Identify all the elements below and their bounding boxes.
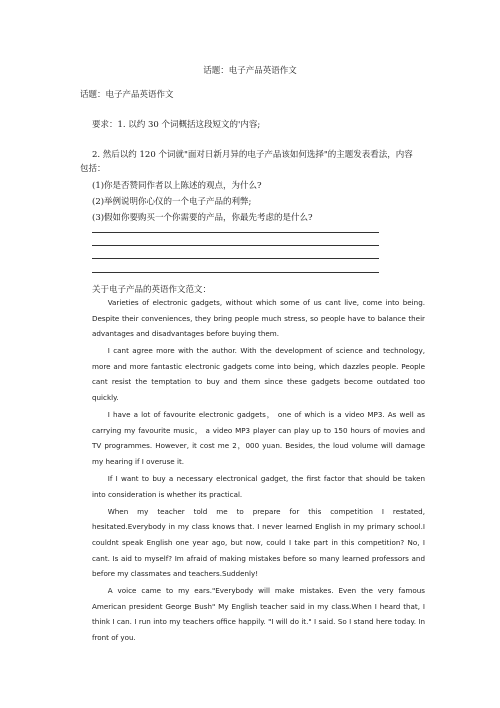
point-2: (2)举例说明你心仪的一个电子产品的利弊; xyxy=(92,197,252,207)
essay-paragraph: When my teacher told me to prepare for this competition I restated, hesitated.Everybody in my class knows that. I never learned English in my primary school.I couldnt speak English one year ago, but now, could I take part in this competition? No, I cant. Is aid to myself? Im afraid of making mistakes before so many learned professors and before my classmates and teachers.Suddenly! xyxy=(92,506,425,579)
essay-paragraph: I cant agree more with the author. With the development of science and technology, more and more fantastic electronic gadgets come into being, which dazzles people. People cant resist the temptation to buy and them since these gadgets become outdated too quickly. xyxy=(92,346,425,403)
requirement-1: 要求：1. 以约 30 个词概括这段短文的'内容; xyxy=(92,120,261,130)
essay-paragraph: Varieties of electronic gadgets, without which some of us cant live, come into being. Despite their conveniences, they bring people much stress, so people have to balance their advantages and disadvantages before buying them. xyxy=(92,298,425,339)
essay-paragraph: If I want to buy a necessary electronical gadget, the first factor that should be taken into consideration is whether its practical. xyxy=(92,474,425,499)
requirement-2: 2. 然后以约 120 个词就"面对日新月异的电子产品该如何选择"的主题发表看法，内容 xyxy=(92,150,413,160)
sample-essay xyxy=(92,295,425,646)
requirement-2-continued: 包括： xyxy=(80,164,106,174)
sample-heading: 关于电子产品的英语作文范文： xyxy=(92,285,212,295)
point-3: (3)假如你要购买一个你需要的产品，你最先考虑的是什么? xyxy=(92,213,313,223)
topic-line: 话题：电子产品英语作文 xyxy=(80,90,174,100)
answer-line xyxy=(92,232,379,233)
essay-paragraph: A voice came to my ears."Everybody will make mistakes. Even the very famous American president George Bush" My English teacher said in my class.When I heard that, I think I can. I run into my teachers office happily. "I will do it." I said. So I stand here today. In front of you. xyxy=(92,586,425,642)
answer-line xyxy=(92,258,379,259)
answer-line xyxy=(92,245,379,246)
answer-line xyxy=(92,272,379,273)
point-1: (1)你是否赞同作者以上陈述的观点，为什么? xyxy=(92,181,262,191)
page-title: 话题：电子产品英语作文 xyxy=(203,66,297,76)
essay-paragraph: I have a lot of favourite electronic gadgets， one of which is a video MP3. As well as carrying my favourite music， a video MP3 player can play up to 150 hours of movies and TV programmes. However, it cost me 2，000 yuan. Besides, the loud volume will damage my hearing if I overuse it. xyxy=(92,410,425,466)
